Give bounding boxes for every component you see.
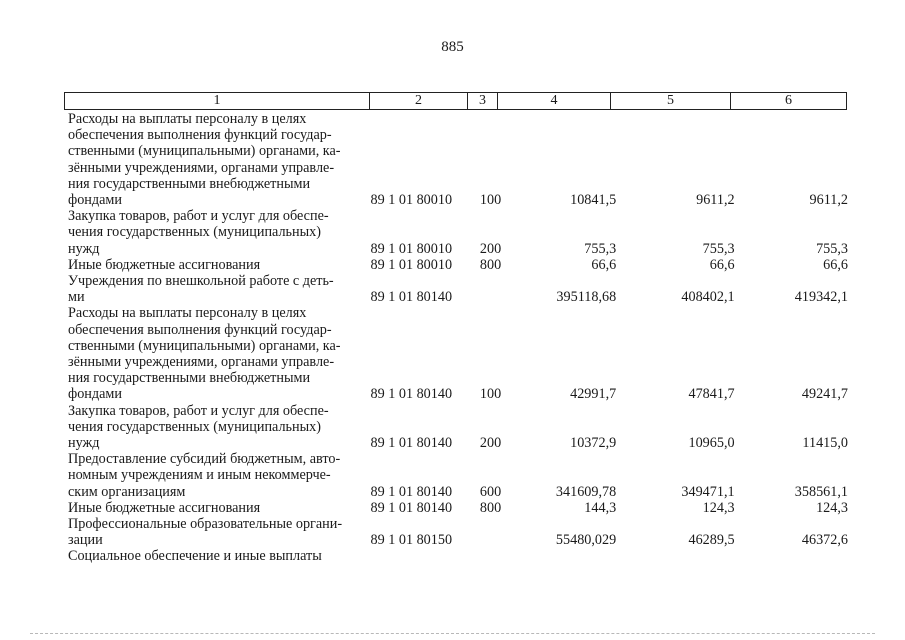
amount-col-4: 10372,9 bbox=[570, 435, 617, 452]
amount-col-5: 349471,1 bbox=[681, 483, 735, 500]
amount-col-6: 419342,1 bbox=[794, 289, 848, 306]
amount-col-4: 144,3 bbox=[584, 499, 617, 516]
amount-col-6: 46372,6 bbox=[801, 532, 848, 549]
table-row bbox=[68, 111, 848, 208]
column-header-6: 6 bbox=[785, 93, 792, 108]
row-name-line: Закупка товаров, работ и услуг для обеспе- bbox=[68, 208, 329, 225]
amount-col-6: 49241,7 bbox=[801, 386, 848, 403]
row-name bbox=[68, 451, 362, 500]
row-name bbox=[68, 257, 362, 273]
amount-col-5: 46289,5 bbox=[688, 532, 735, 549]
row-name bbox=[68, 273, 362, 305]
row-name-line: Учреждения по внешкольной работе с деть- bbox=[68, 273, 334, 290]
target-code: 89 1 01 80140 bbox=[370, 289, 453, 306]
row-name-line: Расходы на выплаты персоналу в целях bbox=[68, 111, 307, 127]
amount-col-5: 408402,1 bbox=[681, 289, 735, 306]
amount-col-4: 42991,7 bbox=[570, 386, 617, 403]
target-code: 89 1 01 80150 bbox=[370, 532, 453, 549]
amount-col-5: 755,3 bbox=[702, 240, 735, 257]
column-header-5: 5 bbox=[611, 93, 731, 109]
row-name-line: нужд bbox=[68, 240, 100, 257]
row-name-line: ния государственными внебюджетными bbox=[68, 370, 311, 387]
row-name bbox=[68, 305, 362, 402]
row-name bbox=[68, 516, 362, 548]
row-name bbox=[68, 403, 362, 452]
table-row bbox=[68, 500, 848, 516]
amount-col-4: 341609,78 bbox=[555, 483, 617, 500]
table-row bbox=[68, 257, 848, 273]
table-row bbox=[68, 208, 848, 257]
row-name-line: ственными (муниципальными) органами, ка- bbox=[68, 143, 341, 160]
row-name-line: номным учреждениям и иным некоммерче- bbox=[68, 467, 331, 484]
row-name-line: чения государственных (муниципальных) bbox=[68, 224, 321, 241]
amount-col-4: 66,6 bbox=[591, 256, 617, 273]
amount-col-6: 358561,1 bbox=[794, 483, 848, 500]
table-row bbox=[68, 305, 848, 402]
row-name-line: Предоставление субсидий бюджетным, авто- bbox=[68, 451, 341, 468]
column-header-1: 1 bbox=[65, 93, 370, 109]
amount-col-5: 66,6 bbox=[709, 256, 735, 273]
row-name-line: чения государственных (муниципальных) bbox=[68, 418, 321, 435]
expense-type: 600 bbox=[479, 483, 502, 500]
row-name-line: фондами bbox=[68, 192, 122, 209]
table-body bbox=[68, 111, 848, 565]
row-name-line: Закупка товаров, работ и услуг для обеспе- bbox=[68, 402, 329, 419]
target-code: 89 1 01 80140 bbox=[370, 386, 453, 403]
amount-col-6: 9611,2 bbox=[809, 192, 848, 209]
scan-edge-divider bbox=[30, 633, 875, 634]
amount-col-5: 47841,7 bbox=[688, 386, 735, 403]
amount-col-6: 755,3 bbox=[816, 240, 848, 257]
table-row bbox=[68, 403, 848, 452]
row-name-line: обеспечения выполнения функций государ- bbox=[68, 127, 332, 144]
row-name-line: ми bbox=[68, 289, 85, 306]
amount-col-6: 11415,0 bbox=[802, 435, 848, 452]
page-number: 885 bbox=[441, 39, 464, 55]
column-header-2: 2 bbox=[370, 93, 468, 109]
amount-col-4: 395118,68 bbox=[556, 289, 617, 306]
row-name-line: зёнными учреждениями, органами управле- bbox=[68, 354, 335, 371]
table-row bbox=[68, 548, 848, 564]
row-name-line: фондами bbox=[68, 386, 122, 403]
row-name-line: ственными (муниципальными) органами, ка- bbox=[68, 337, 341, 354]
target-code: 89 1 01 80010 bbox=[370, 240, 453, 257]
row-name-line: Иные бюджетные ассигнования bbox=[68, 499, 261, 516]
table-row bbox=[68, 451, 848, 500]
target-code: 89 1 01 80010 bbox=[370, 192, 453, 209]
amount-col-4: 55480,029 bbox=[555, 532, 617, 549]
row-name-line: ния государственными внебюджетными bbox=[68, 175, 311, 192]
row-name-line: Профессиональные образовательные органи- bbox=[68, 516, 343, 533]
target-code: 89 1 01 80010 bbox=[370, 256, 453, 273]
expense-type: 800 bbox=[479, 256, 502, 273]
expense-type: 100 bbox=[479, 386, 502, 403]
table-row bbox=[68, 516, 848, 548]
row-name-line: ским организациям bbox=[68, 483, 186, 500]
amount-col-5: 10965,0 bbox=[688, 435, 735, 452]
amount-col-4: 755,3 bbox=[584, 240, 617, 257]
row-name bbox=[68, 208, 362, 257]
row-name-line: зёнными учреждениями, органами управле- bbox=[68, 159, 335, 176]
amount-col-5: 124,3 bbox=[702, 499, 735, 516]
table-header bbox=[64, 92, 847, 110]
expense-type: 100 bbox=[479, 192, 502, 209]
expense-type: 800 bbox=[479, 499, 502, 516]
row-name-line: Расходы на выплаты персоналу в целях bbox=[68, 305, 307, 322]
row-name bbox=[68, 500, 362, 516]
amount-col-5: 9611,2 bbox=[696, 192, 735, 209]
row-name-line: нужд bbox=[68, 435, 100, 452]
row-name-line: обеспечения выполнения функций государ- bbox=[68, 321, 332, 338]
row-name-line: зации bbox=[68, 532, 103, 549]
expense-type: 200 bbox=[479, 240, 502, 257]
expense-type: 200 bbox=[479, 435, 502, 452]
column-header-3: 3 bbox=[468, 93, 498, 109]
row-name-line: Иные бюджетные ассигнования bbox=[68, 256, 261, 273]
target-code: 89 1 01 80140 bbox=[370, 483, 453, 500]
table-row bbox=[68, 273, 848, 305]
amount-col-6: 124,3 bbox=[816, 499, 848, 516]
target-code: 89 1 01 80140 bbox=[370, 435, 453, 452]
row-name bbox=[68, 111, 362, 208]
row-name bbox=[68, 548, 362, 564]
column-header-4: 4 bbox=[498, 93, 611, 109]
amount-col-4: 10841,5 bbox=[570, 192, 617, 209]
row-name-line: Социальное обеспечение и иные выплаты bbox=[68, 548, 322, 565]
target-code: 89 1 01 80140 bbox=[370, 499, 453, 516]
amount-col-6: 66,6 bbox=[823, 256, 848, 273]
